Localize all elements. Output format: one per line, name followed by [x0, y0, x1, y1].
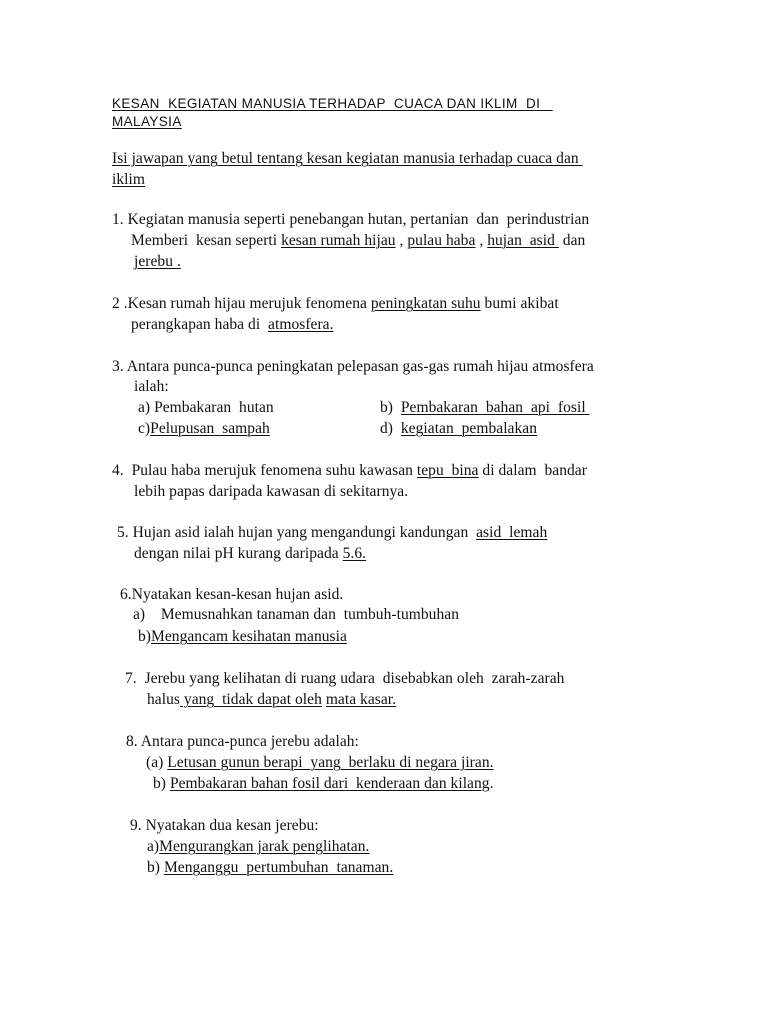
q5-line-1: 5. Hujan asid ialah hujan yang mengandungi kandungan asid lemah — [117, 524, 548, 541]
q9-answer-a: a)Mengurangkan jarak penglihatan. — [147, 838, 370, 855]
q7-line-2: halus yang tidak dapat oleh mata kasar. — [147, 691, 397, 708]
q2-line-2: perangkapan haba di atmosfera. — [131, 316, 334, 333]
title-line-2: MALAYSIA — [112, 114, 182, 129]
instruction-line-1: Isi jawapan yang betul tentang kesan kegiatan manusia terhadap cuaca dan — [112, 150, 583, 167]
q4-line-2: lebih papas daripada kawasan di sekitarnya. — [134, 483, 409, 500]
answer-jerebu: jerebu . — [134, 253, 181, 270]
q3-option-c: c)Pelupusan sampah — [138, 420, 270, 437]
q3-option-b: b) Pembakaran bahan api fosil — [380, 399, 590, 416]
q3-line-2: ialah: — [134, 378, 169, 395]
q7-line-1: 7. Jerebu yang kelihatan di ruang udara disebabkan oleh zarah-zarah — [125, 670, 565, 687]
answer-asid-lemah: asid lemah — [476, 524, 548, 541]
q1-line-3 — [134, 252, 181, 272]
answer-kesan-rumah-hijau: kesan rumah hijau — [281, 232, 396, 249]
q9-line-1: 9. Nyatakan dua kesan jerebu: — [130, 817, 319, 834]
q8-answer-b: b) Pembakaran bahan fosil dari kenderaan dan kilang. — [153, 775, 494, 792]
q3-option-a: a) Pembakaran hutan — [138, 399, 274, 416]
q6-line-1: 6.Nyatakan kesan-kesan hujan asid. — [120, 586, 344, 603]
answer-mata-kasar: mata kasar. — [325, 691, 397, 708]
answer-atmosfera: atmosfera. — [268, 316, 334, 333]
q4-line-1: 4. Pulau haba merujuk fenomena suhu kawasan tepu bina di dalam bandar — [112, 462, 587, 479]
instruction-line-2: iklim — [112, 171, 145, 188]
q3-line-1: 3. Antara punca-punca peningkatan pelepasan gas-gas rumah hijau atmosfera — [112, 358, 594, 375]
answer-ph-value: 5.6. — [342, 545, 367, 562]
q3-option-d: d) kegiatan pembalakan — [380, 420, 538, 437]
title-line-1: KESAN KEGIATAN MANUSIA TERHADAP CUACA DAN IKLIM DI — [112, 96, 553, 111]
q9-answer-b: b) Menganggu pertumbuhan tanaman. — [147, 859, 394, 876]
answer-hujan-asid: hujan asid — [487, 232, 559, 249]
answer-pulau-haba: pulau haba — [407, 232, 476, 249]
answer-tepu-bina: tepu bina — [416, 462, 479, 479]
q8-line-1: 8. Antara punca-punca jerebu adalah: — [126, 733, 359, 750]
q1-line-1: 1. Kegiatan manusia seperti penebangan hutan, pertanian dan perindustrian — [112, 211, 590, 228]
q2-line-1: 2 .Kesan rumah hijau merujuk fenomena peningkatan suhu bumi akibat — [112, 295, 559, 312]
q6-answer-a: a) Memusnahkan tanaman dan tumbuh-tumbuhan — [133, 606, 459, 623]
q6-answer-b: b)Mengancam kesihatan manusia — [138, 628, 347, 645]
q1-line-2: Memberi kesan seperti kesan rumah hijau , pulau haba , hujan asid dan — [131, 232, 586, 249]
answer-peningkatan-suhu: peningkatan suhu — [370, 295, 481, 312]
q8-answer-a: (a) Letusan gunun berapi yang berlaku di negara jiran. — [146, 754, 494, 771]
q5-line-2: dengan nilai pH kurang daripada 5.6. — [134, 545, 367, 562]
